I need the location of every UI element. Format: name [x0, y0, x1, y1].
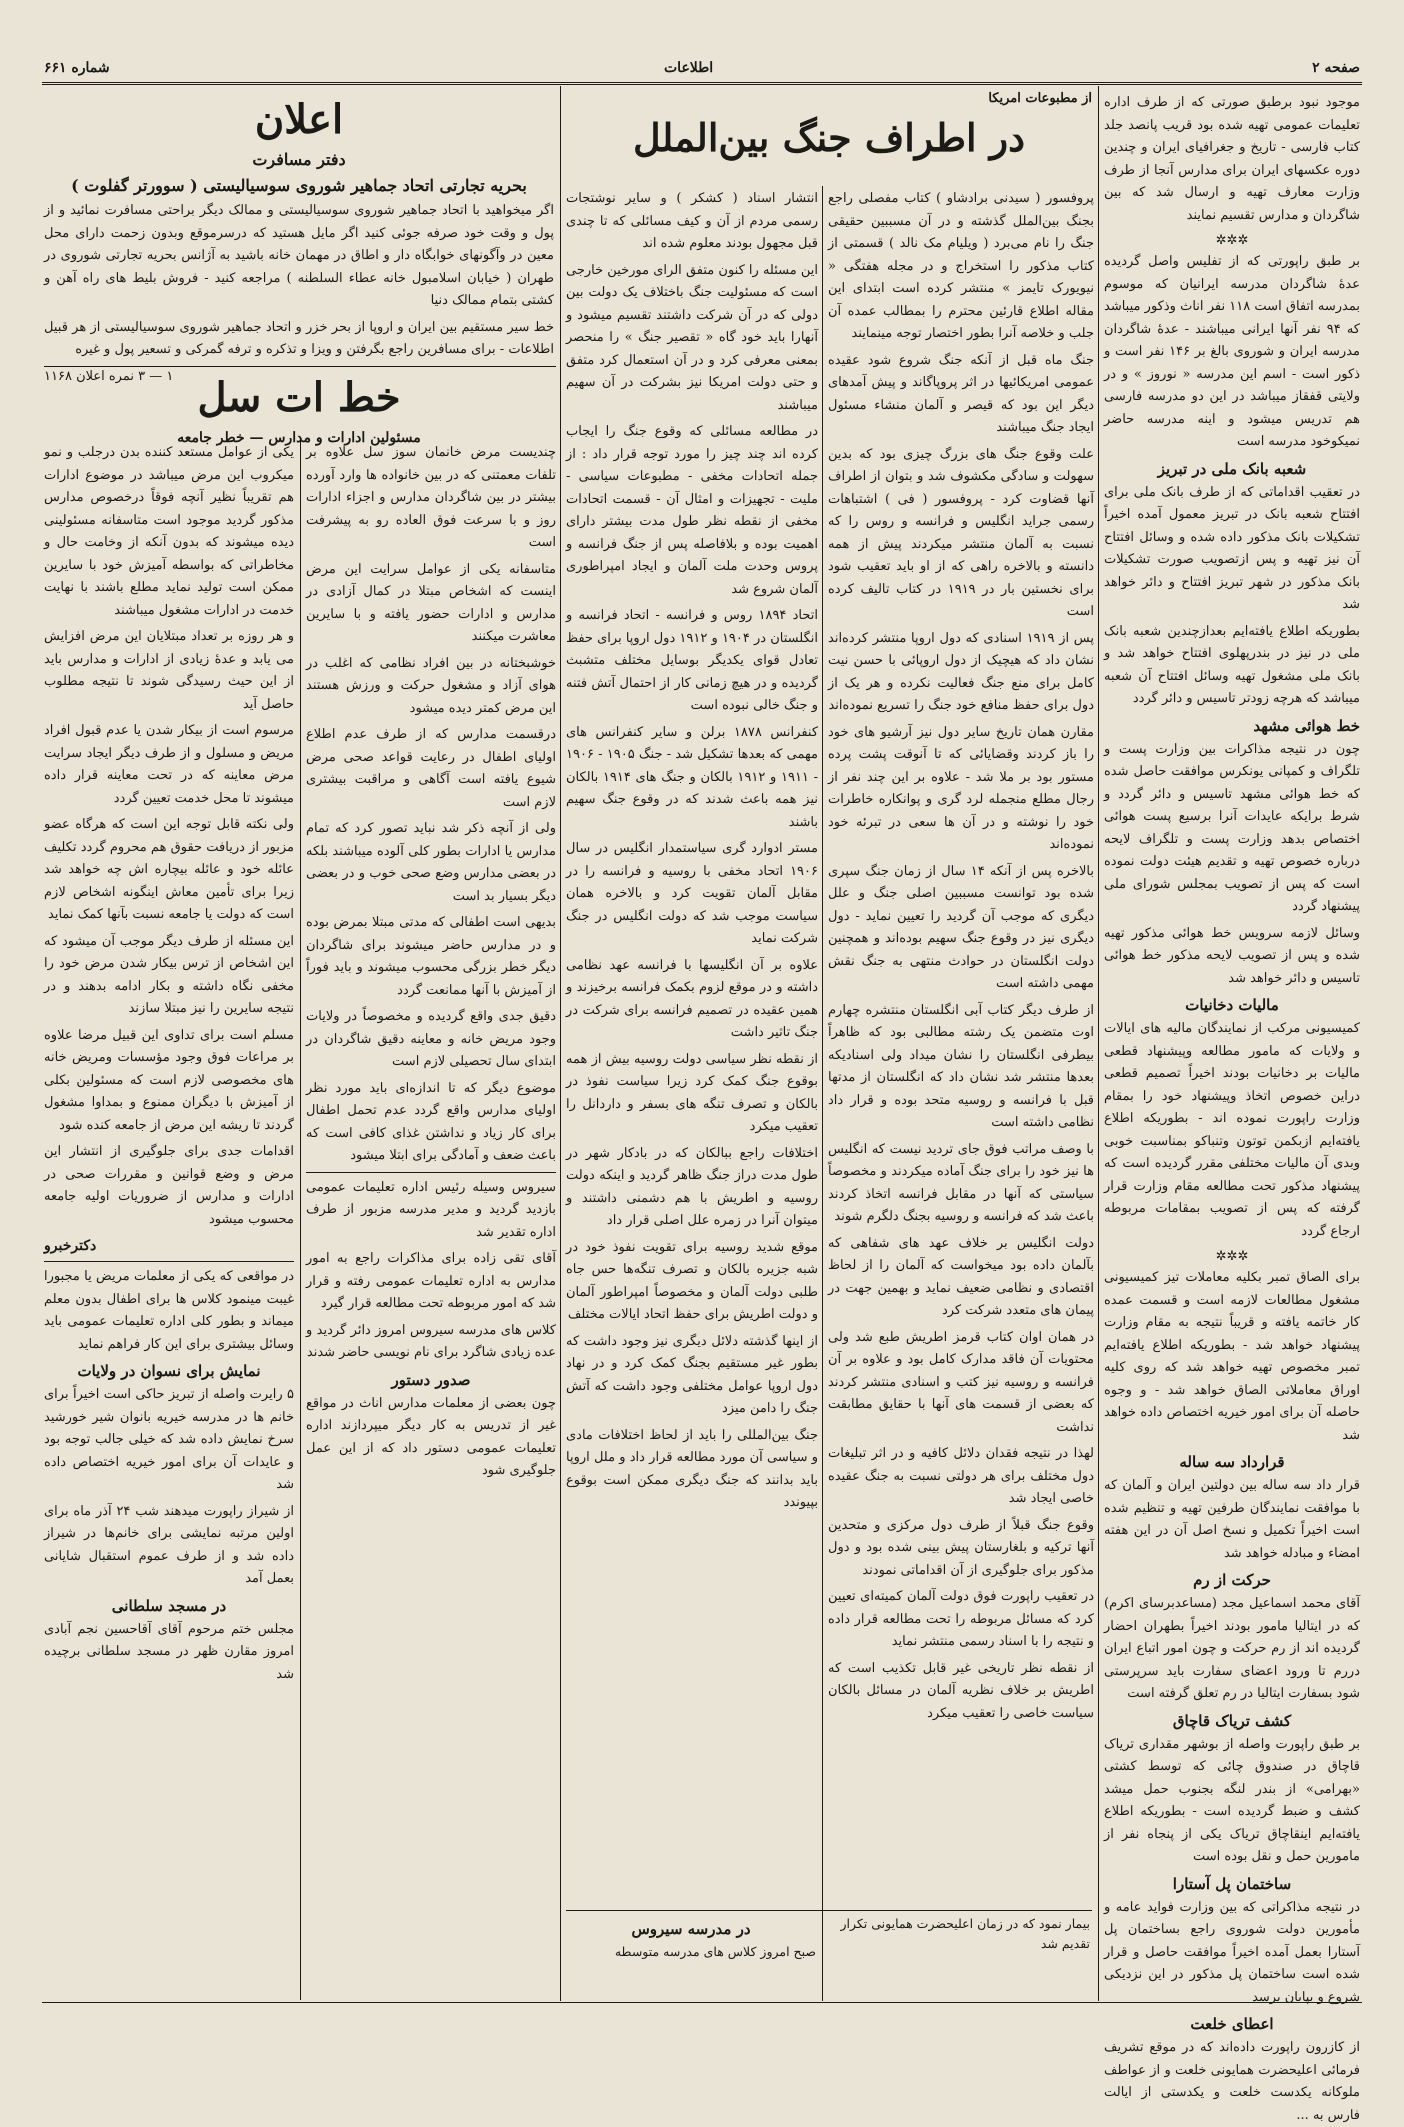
header-rule	[42, 82, 1362, 85]
news-item: کلاس های مدرسه سیروس امروز دائر گردید و عده زیادی شاگرد برای نام نویسی حاضر شدند	[306, 1322, 556, 1360]
section-heading: در مدرسه سیروس	[631, 1920, 751, 1938]
ad-subtitle: دفتر مسافرت	[252, 150, 346, 169]
article-paragraph: متاسفانه یکی از عوامل سرایت این مرض اینست که اشخاص مبتلا در کمال آزادی در مدارس و ادارات حضور یافته و با سایرین معاشرت میکنند	[306, 561, 556, 644]
news-item: از کازرون راپورت داده‌اند که در موقع تشریف فرمائی اعلیحضرت همایونی خلعت و از عواطف ملوکانه یکدست خلعت و یکدستی از ایالت فارس به ...	[1104, 2040, 1360, 2123]
article-paragraph: لهذا در نتیجه فقدان دلائل کافیه و در اثر تبلیغات دول مختلف برای هر دولتی نسبت به جنگ عقیده خاصی ایجاد شد	[828, 1446, 1094, 1506]
ad-paragraph: خط سیر مستقیم بین ایران و اروپا از بحر خزر و اتحاد جماهیر شوروی سوسیالیستی از هر قبیل اطلاعات - برای مسافرین راجع بگرفتن و ویزا و تذکره و ترفه گمرکی و تسعیر پول و غیره	[44, 319, 554, 357]
article-headline: در اطراف جنگ بین‌الملل	[632, 115, 1026, 160]
column-rule	[300, 440, 301, 2000]
article-paragraph: دقیق جدی واقع گردیده و مخصوصاً در ولایات وجود مریض خانه و معاینه دقیق شاگردان در ابتدای سال تحصیلی لازم است	[306, 1009, 556, 1069]
separator-stars: ✲✲✲	[1215, 233, 1249, 248]
article-paragraph: بدیهی است اطفالی که مدتی مبتلا بمرض بوده و در مدارس حاضر میشوند برای شاگردان دیگر خطر بزرگی محسوب میشوند و باید فوراً از آمیزش با آنها ممانعت گردد	[306, 915, 556, 998]
news-item: موجود نبود برطبق صورتی که از طرف اداره تعلیمات عمومی تهیه شده بود قریب پانصد جلد کتاب فارسی - تاریخ و جغرافیای ایران و چندین دوره عکسهای ایران برای مدارس آنجا از طرف وزارت معارف تهیه و ارسال شد که بین شاگردان و مدارس تقسیم نمایند	[1104, 95, 1360, 223]
box-rule	[822, 1910, 823, 2000]
article-paragraph: مقارن همان تاریخ سایر دول نیز آرشیو های خود را باز کردند وقضایائی که تا آنوقت پشت پرده مستور بود بر ملا شد - علاوه بر این چند نفر از رجال مطلع منجمله لرد گری و پوانکاره خاطرات خود را نوشته و در آن ها سعی در تبرئه خود نموده‌اند	[828, 724, 1094, 852]
news-item: بر طبق راپورتی که از تفلیس واصل گردیده عدهٔ شاگردان مدرسه ایرانیان که موسوم بمدرسه اتفاق است ۱۱۸ نفر اناث وذکور میباشد که ۹۴ نفر آنها ایرانی میباشند - عدهٔ شاگردان مدرسه ایران و شوروی بالغ بر ۱۴۶ نفر است و ذکور است - اسم این مدرسه « نوروز » و در ولایتی قفقاز میباشد در این دو مدرسه فارسی هم تدریس میشود و اینه مدرسه حاضر نمیکوخود مدرسه است	[1104, 254, 1361, 449]
article-paragraph: در همان اوان کتاب قرمز اطریش طبع شد ولی محتویات آن فاقد مدارک کامل بود و علاوه بر آن فرانسه و روسیه نیز کتب و اسنادی منتشر کردند که بعضی از قسمت های آنها با حقایق مطابقت نداشت	[828, 1329, 1094, 1435]
newspaper-name: اطلاعات	[664, 60, 714, 76]
news-item: قرار داد سه ساله بین دولتین ایران و آلمان که با موافقت نمایندگان طرفین تهیه و تنظیم شده است اخیراً تکمیل و نسخ اصل آن در این هفته امضاء و مبادله خواهد شد	[1104, 1478, 1360, 1561]
article-paragraph: مسلم است برای تداوی این قبیل مرضا علاوه بر مراعات فوق وجود مؤسسات ومریض خانه های مخصوصی لازم است که مسئولین بکلی از آمیزش با دیگران ممنوع و بمداوا مشغول گردند تا ریشه این مرض از جامعه کنده شود	[44, 1027, 294, 1133]
article-paragraph: ولی نکته قابل توجه این است که هرگاه عضو مزبور از دریافت حقوق هم محروم گردد تکلیف عائله خود و عائله بیچاره اش چه خواهد شد زیرا برای تأمین معاش اینگونه اشخاص لازم است که دولت یا جامعه نسبت بآنها کمک نماید	[44, 817, 294, 922]
article-paragraph: انتشار اسناد ( کشکر ) و سایر نوشتجات رسمی مردم از آن و کیف مسائلی که تا چندی قبل مجهول بودند معلوم شده اند	[566, 191, 818, 251]
section-heading: نمایش برای نسوان در ولایات	[77, 1362, 261, 1380]
box-text: صبح امروز کلاس های مدرسه متوسطه	[614, 1944, 816, 1959]
news-item: ۵ رایرت واصله از تبریز حاکی است اخیراً برای خانم ها در مدرسه خیریه بانوان شیر خورشید سرخ نمایش داده شد که خیلی جالب توجه بود و عایدات آن برای امور خیریه اختصاص داده شد	[44, 1387, 294, 1492]
article-paragraph: این مسئله را کنون متفق الرای مورخین خارجی است که مسئولیت جنگ باختلاف یک دولت بین دولی که در آن شرکت داشتند تقسیم میشود و آنهارا باید خود گاه « تقصیر جنگ » را منحصر بمعنی معرفی کرد و در آن استعمال کرد متفق و حتی دولت امریکا نیز بشرکت در آن سهیم میباشند	[566, 262, 818, 413]
news-item: بر طبق راپورت واصله از بوشهر مقداری تریاک قاچاق در صندوق چائی که توسط کشتی «بهرامی» از بندر لنگه بجنوب حمل میشد کشف و ضبط گردیده است - بطوریکه اطلاع یافته‌ایم اینقاچاق تریاک یکی از پنجاه نفر از مامورین حمل و نقل بوده است	[1104, 1736, 1360, 1864]
article-paragraph: موقع شدید روسیه برای تقویت نفوذ خود در شبه جزیره بالکان و تصرف تنگه‌ها حس جاه طلبی دولت آلمان و مخصوصاً امپراطور آلمان و دولت اطریش برای حفظ اتحاد ایالات مختلف	[566, 1239, 818, 1322]
column-war-article-right	[828, 188, 1094, 1908]
ad-number: ۱ — ۳ نمره اعلان ۱۱۶۸	[44, 368, 174, 384]
article-paragraph: خوشبختانه در بین افراد نظامی که اغلب در هوای آزاد و مشغول حرکت و ورزش هستند این مرض کمتر دیده میشود	[306, 655, 556, 716]
article-source: از مطبوعات امریکا	[988, 91, 1092, 106]
section-heading: حرکت از رم	[1193, 1571, 1271, 1589]
section-heading: شعبه بانک ملی در تبریز	[1157, 459, 1307, 478]
article-paragraph: با وصف مراتب فوق جای تردید نیست که انگلیس ها نیز خود را برای جنگ آماده میکردند و مخصوصاً سیاستی که آنها در مقابل فرانسه اتخاذ کردند باعث شد که فرانسه و روسیه بجنگ دلگرم شوند	[828, 1141, 1094, 1224]
news-item: مجلس ختم مرحوم آقای آقاحسین نجم آبادی امروز مقارن ظهر در مسجد سلطانی برچیده شد	[44, 1621, 294, 1682]
article-paragraph: در تعقیب راپورت فوق دولت آلمان کمیته‌ای تعیین کرد که مسائل مربوطه را تحت مطالعه قرار داده و نتیجه را با اسناد رسمی منتشر نماید	[828, 1589, 1094, 1649]
section-heading: مالیات دخانیات	[1185, 996, 1279, 1014]
section-heading: کشف تریاک قاچاق	[1172, 1711, 1292, 1730]
news-item: بطوریکه اطلاع یافته‌ایم بعدازچندین شعبه بانک ملی در نیز در بندرپهلوی افتتاح خواهد شد و بانک ملی مشغول تهیه وسائل افتتاح آن شعبه میباشد که هرچه زودتر تاسیس و دائر گردد	[1104, 623, 1360, 706]
article-paragraph: موضوع دیگر که تا اندازه‌ای باید مورد نظر اولیای مدارس واقع گردد عدم تحمل اطفال برای کار زیاد و نداشتن غذای کافی است که باعث ضعف و آمادگی برای ابتلا میشود	[306, 1080, 556, 1163]
article-paragraph: وقوع جنگ قبلاً از طرف دول مرکزی و متحدین آنها ترکیه و بلغارستان پیش بینی شده بود و دول مذکور برای جلوگیری از آن اقداماتی نمودند	[828, 1517, 1094, 1578]
box-rule	[566, 1910, 1092, 1911]
article-paragraph: درقسمت مدارس که از طرف عدم اطلاع اولیای اطفال در رعایت قواعد صحی مرض شیوع یافته است آگاهی و مراقبت بیشتری لازم است	[306, 727, 556, 810]
news-item: از شیراز راپورت میدهند شب ۲۴ آذر ماه برای اولین مرتبه نمایشی برای خانم‌ها در شیراز داده شد و از طرف عموم استقبال شایانی بعمل آمد	[44, 1503, 294, 1586]
article-paragraph: اتحاد ۱۸۹۴ روس و فرانسه - اتحاد فرانسه و انگلستان در ۱۹۰۴ و ۱۹۱۲ دول اروپا برای حفظ تعادل قوای یکدیگر بوسایل مختلف متشبث گردیده و در هیچ زمانی کار از احتمال آتش فتنه و جنگ خالی نبوده است	[566, 608, 818, 713]
ad-title: اعلان	[254, 96, 344, 143]
article-paragraph: مستر ادوارد گری سیاستمدار انگلیس در سال ۱۹۰۶ اتحاد مخفی با روسیه و فرانسه را در مقابل آلمان تقویت کرد و بالاخره همان سیاست موجب شد که دولت انگلیس در جنگ شرکت نماید	[566, 841, 818, 946]
news-item: در مواقعی که یکی از معلمات مریض یا مجبورا غیبت مینمود کلاس ها برای اطفال بدون معلم میماند و بطور کلی اداره تعلیمات عمومی باید وسائل بیشتری برای این کار فراهم نماید	[44, 1269, 294, 1352]
news-item: سیروس وسیله رئیس اداره تعلیمات عمومی بازدید گردید و مدیر مدرسه مزبور از طرف اداره تقدیر شد	[306, 1179, 556, 1240]
article-paragraph: در مطالعه مسائلی که وقوع جنگ را ایجاب کرده اند چند چیز را مورد توجه قرار داد : از جمله اتحادات مخفی - مطبوعات سیاسی - ملیت - تجهیزات و امثال آن - قسمت اتحادات مخفی از نقطه نظر طول مدت بیشتر دارای اهمیت بوده و بلافاصله پس از جنگ فرانسه و پروس وحدت ملت آلمان و ایجاد امپراطوری آلمان شروع شد	[566, 424, 818, 597]
tb-article-header	[44, 370, 554, 446]
article-paragraph: پس از ۱۹۱۹ اسنادی که دول اروپا منتشر کرده‌اند نشان داد که هیچیک از دول اروپائی با حسن نیت کامل برای منع جنگ فعالیت نکرده و هر یک از دول برای حفظ منافع خود جنگ را تسریع نموده‌اند	[828, 630, 1094, 713]
news-item: در تعقیب اقداماتی که از طرف بانک ملی برای افتتاح شعبه بانک در تبریز معمول آمده اخیراً تشکیلات بانک مذکور داده شده و وسائل افتتاح آن نیز تهیه و پس ازتصویب صورت تشکیلات بانک مذکور در شهر تبریز افتتاح و دائر خواهد شد	[1104, 484, 1360, 612]
section-heading: در مسجد سلطانی	[111, 1596, 227, 1615]
bottom-box-left	[566, 1914, 816, 1994]
news-item: آقای محمد اسماعیل مجد (مساعدبرسای اکرم) که در ایتالیا مامور بودند اخیراً بطهران احضار گردیده اند از رم حرکت و چون امور اتباع ایران دررم تا ورود اعضای سفارت باید سرپرستی شود بسفارت ایتالیا در رم تعلق گرفته است	[1104, 1596, 1360, 1701]
tb-headline: خط ات سل	[197, 374, 401, 421]
article-paragraph: بالاخره پس از آنکه ۱۴ سال از زمان جنگ سپری شده بود توانست مسببین اصلی جنگ و علل دیگری که موجب آن گردید را تعیین نماید - دول دیگری نیز در وقوع جنگ سهیم بوده‌اند و همچنین دولت انگلستان در حوادث منتهی به جنگ نقش مهمی داشته است	[828, 863, 1094, 991]
issue-number: شماره ۶۶۱	[44, 60, 110, 76]
article-paragraph: جنگ ماه قبل از آنکه جنگ شروع شود عقیده عمومی امریکائیها در اثر پروپاگاند و پیش آمدهای دیگر این بود که قیصر و آلمان منشاء مسئول ایجاد جنگ میباشند	[828, 352, 1094, 435]
section-heading: قرارداد سه ساله	[1179, 1453, 1285, 1471]
news-item: چون در نتیجه مذاکرات بین وزارت پست و تلگراف و کمپانی یونکرس موافقت حاصل شده که خط هوائی مشهد تاسیس و دائر گردد و شرط برایکه عایدات آنرا برسیع پست هوائی اختصاص بدهد وزارت پست و تلگراف لایحه درباره خصوص تهیه و تقدیم هیئت دولت نموده است که پس از تصویب بمجلس شورای ملی پیشنهاد گردد	[1104, 741, 1360, 914]
box-text: بیمار نمود که در زمان اعلیحضرت همایونی تکرار تقدیم شد	[840, 1916, 1090, 1951]
news-item: برای الصاق تمبر بکلیه معاملات تیز کمیسیونی مشغول مطالعات لازمه است و قسمت عمده کار خاتمه یافته و قریباً نتیجه به مقام وزارت پیشنهاد خواهد شد - بطوریکه اطلاع یافته‌ایم تمبر مخصوص تهیه خواهد شد که روی کلیه اوراق معاملاتی الصاق خواهد شد - و وجوه حاصله آن برای امور خیریه اختصاص داده خواهد شد	[1104, 1270, 1360, 1443]
article-paragraph: از طرف دیگر کتاب آبی انگلستان منتشره چهارم اوت متضمن یک رشته مطالبی بود که ظاهراً بیطرفی انگلستان را نشان میداد ولی اسنادیکه بعدها منتشر شد نشان داد که انگلستان از مدتها قبل با فرانسه و روسیه متحد بوده و قرار داد نظامی داشته است	[828, 1002, 1094, 1130]
article-paragraph: از اینها گذشته دلائل دیگری نیز وجود داشت که بطور غیر مستقیم بجنگ کمک کرد و در نهاد دول اروپا عوامل مختلفی وجود داشت که آتش جنگ را دامن میزد	[566, 1333, 818, 1416]
article-paragraph: کنفرانس ۱۸۷۸ برلن و سایر کنفرانس های مهمی که بعدها تشکیل شد - جنگ ۱۹۰۵ - ۱۹۰۶ - ۱۹۱۱ و ۱۹۱۲ بالکان و جنگ های ۱۹۱۴ بالکان نیز همه باعث شدند که در وقوع جنگ سهیم باشند	[566, 724, 819, 830]
news-item: وسائل لازمه سرویس خط هوائی مذکور تهیه شده و پس از تصویب لایحه مذکور خط هوائی تاسیس و دائر خواهد شد	[1104, 925, 1360, 986]
news-item: آقای تقی زاده برای مذاکرات راجع به امور مدارس به اداره تعلیمات عمومی رفته و قرار شد که امور مربوطه تحت مطالعه قرار گیرد	[306, 1251, 556, 1311]
news-item: چون بعضی از معلمات مدارس اناث در مواقع غیر از تدریس به کار دیگر میپردازند اداره تعلیمات عمومی دستور داد که از این عمل جلوگیری شود	[306, 1395, 556, 1478]
section-heading: خط هوائی مشهد	[1253, 716, 1360, 735]
section-heading: صدور دستور	[391, 1370, 471, 1389]
column-tb-right	[306, 442, 556, 1997]
section-rule	[306, 1172, 556, 1173]
column-rule	[560, 86, 561, 2001]
news-item: کمیسیونی مرکب از نمایندگان مالیه های ایالات و ولایات که مامور مطالعه وپیشنهاد قطعی مالیات بر دخانیات بودند اخیراً تصمیم قطعی دراین خصوص اتخاذ وپیشنهاد خود را بمقام وزارت راپورت نموده اند - بطوریکه اطلاع یافته‌ایم ازبکمن توتون وتنباکو بمناسبت خوبی وبدی آن مالیات مختلفی مقرر گردیده است که پیشنهاد مذکور تحت مطالعه مقام وزارت قرار گرفته که پس از تصویب بمقامات مربوطه ارجاع گردد	[1104, 1021, 1360, 1239]
news-item: در نتیجه مذاکراتی که بین وزارت فواید عامه و مأمورین دولت شوروی راجع بساختمان پل آستارا بعمل آمده اخیراً موافقت حاصل و قرار شده است ساختمان پل مذکور در این نزدیکی شروع و بپایان برسد	[1104, 1899, 1360, 2005]
ad-paragraph: اگر میخواهید با اتحاد جماهیر شوروی سوسیالیستی و ممالک دیگر براحتی مسافرت نمائید و از پول و وقت خود صرفه جوئی کنید اگر مایل هستید که درسرموقع وبدون زحمت دارای محل معین در وآگونهای خوابگاه دار و اطاق در مهمان خانه باشید به آژانس بحریه تجارتی شوروی در طهران ( خیابان اسلامبول خانه عطاء السلطنه ) مراجعه کنید - فروش بلیط های راه آهن و کشتی بتمام ممالک دنیا	[44, 203, 554, 308]
column-right-news	[1104, 92, 1361, 2123]
article-paragraph: علت وقوع جنگ های بزرگ چیزی بود که بدین سهولت و سادگی مکشوف شد و بتوان از اطراف آنها قضاوت کرد - پروفسور ( فی ) اشتباهات رسمی جراید انگلیس و فرانسه و روس را که نسبت به آلمان منتشر میکردند پیش از همه دانسته و بالاخره راهی که از او باید تعقیب شود برای نخستین بار در ۱۹۱۹ در کتاب تالیف کرده است	[828, 446, 1094, 619]
article-paragraph: جنگ بین‌المللی را باید از لحاظ اختلافات مادی و سیاسی آن مورد مطالعه قرار داد و ملل اروپا باید بدانند که جنگ دیگری ممکن است بوقوع بپیوندد	[566, 1427, 818, 1510]
column-war-article-left	[566, 188, 818, 1908]
page-header	[44, 60, 1360, 82]
column-rule	[822, 186, 823, 2001]
article-paragraph: یکی از عوامل مستعد کننده بدن درجلب و نمو میکروب این مرض میباشد در موضوع ادارات هم تقریباً نظیر آنچه فوقاً درخصوص مدارس مذکور گردید موجود است متاسفانه مسئولینی دیده میشوند که بدون آنکه از وخامت حال و مخاطراتی که بواسطه آمیزش خود با سایرین ممکن است تولید نماید مطلع باشند با نهایت خدمت در ادارات مشغول میباشند	[44, 445, 294, 618]
tb-subheadline: مسئولین ادارات و مدارس — خطر جامعه	[177, 430, 421, 446]
separator-stars: ✲✲✲	[1215, 1249, 1249, 1264]
article-paragraph: از نقطه نظر سیاسی دولت روسیه بیش از همه بوقوع جنگ کمک کرد زیرا سیاست نفوذ در بالکان و تصرف تنگه های بسفر و داردانل را تعقیب میکرد	[566, 1051, 818, 1134]
article-author: دکترخبرو	[44, 1238, 97, 1254]
ad-rule	[44, 366, 556, 367]
article-paragraph: ولی از آنچه ذکر شد نباید تصور کرد که تمام مدارس یا ادارات بطور کلی آلوده میباشند بلکه در بعضی مدارس وضع صحی خوب و در بعضی دیگر بسیار بد است	[306, 821, 556, 904]
war-article-header	[566, 88, 1092, 184]
bottom-box-right	[828, 1914, 1090, 1994]
article-paragraph: اقدامات جدی برای جلوگیری از انتشار این مرض و وضع قوانین و مقررات صحی در ادارات و مدارس از ضروریات اولیه جامعه محسوب میشود	[44, 1144, 294, 1227]
section-heading: اعطای خلعت	[1190, 2015, 1274, 2033]
article-paragraph: اختلافات راجع ببالکان که در بادکار شهر در طول مدت دراز جنگ ظاهر گردید و اینکه دولت روسیه و اطریش با هم دشمنی داشتند و میتوان آنرا در زمره علل اصلی قرار داد	[566, 1145, 818, 1228]
article-paragraph: از نقطه نظر تاریخی غیر قابل تکذیب است که اطریش بر خلاف نظریه آلمان در مسائل بالکان سیاست خاصی را تعقیب میکرد	[828, 1660, 1094, 1721]
ad-company: بحریه تجارتی اتحاد جماهیر شوروی سوسیالیستی ( سوورتر گفلوت )	[71, 176, 527, 195]
article-paragraph: علاوه بر آن انگلیسها با فرانسه عهد نظامی داشته و در موقع لزوم بکمک فرانسه برخیزند و همین عقیده در تصمیم فرانسه برای شرکت در جنگ تاثیر داشت	[566, 957, 818, 1040]
article-paragraph: مرسوم است از بیکار شدن یا عدم قبول افراد مریض و مسلول و از طرف دیگر ایجاد سرایت مرض معاینه که در تحت معاینه قرار داده میشوند تا محل خدمت تعیین گردد	[44, 723, 294, 806]
section-rule	[44, 1261, 294, 1262]
footer-rule	[42, 2002, 1362, 2003]
section-heading: ساختمان پل آستارا	[1172, 1874, 1292, 1893]
page-number: صفحه ۲	[1312, 60, 1360, 76]
article-paragraph: چندیست مرض خانمان سوز سل علاوه بر تلفات معمتنی که در بین خانواده ها وارد آورده بیشتر در بین شاگردان مدارس و اجزاء ادارات روز و با سرعت فوق العاده رو به پیشرفت است	[306, 445, 556, 550]
column-tb-left	[44, 442, 294, 1997]
article-paragraph: دولت انگلیس بر خلاف عهد های شفاهی که بآلمان داده بود میخواست که آلمان را از لحاظ اقتصادی و نظامی ضعیف نماید و بهمین جهت در پیمان های متعدد شرکت کرد	[828, 1235, 1094, 1318]
column-rule	[1098, 86, 1099, 2001]
advertisement	[44, 92, 554, 384]
article-paragraph: پروفسور ( سیدنی برادشاو ) کتاب مفصلی راجع بجنگ بین‌الملل گذشته و در آن مسببین حقیقی جنگ را نام می‌برد ( ویلیام مک نالد ) قسمتی از کتاب مذکور را استخراج و در مجله هفتگی « نیویورک تایمز » منتشر کرده است ابتدای این مقاله اطلاع قارئین محترم را بمطالب عمده آن جلب و خلاصه آنرا بطور اختصار توجه مینمایند	[828, 191, 1094, 341]
article-paragraph: و هر روزه بر تعداد مبتلایان این مرض افزایش می یابد و عدهٔ زیادی از ادارات و مدارس باید از این حیث رسیدگی شوند تا نتیجه مطلوب حاصل آید	[44, 629, 294, 712]
article-paragraph: این مسئله از طرف دیگر موجب آن میشود که این اشخاص از ترس بیکار شدن مرض خود را مخفی نگاه داشته و بکار ادامه بدهند و در نتیجه سایرین را نیز مبتلا سازند	[44, 933, 294, 1016]
